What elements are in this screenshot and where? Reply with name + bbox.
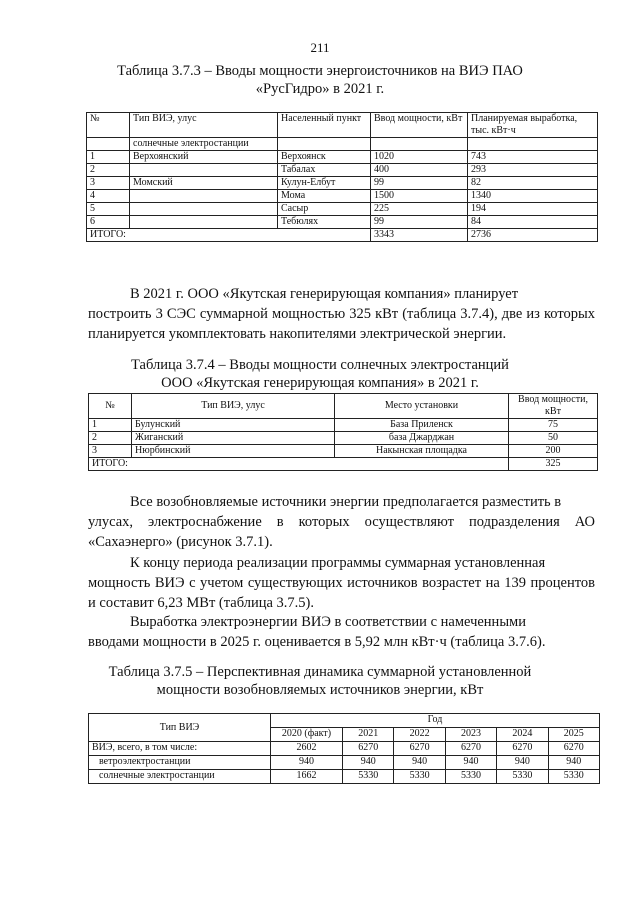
year-cell: 2020 (факт) xyxy=(271,728,343,742)
year-cell: 2024 xyxy=(497,728,548,742)
row-label: ветроэлектростанции xyxy=(89,756,271,770)
header-number: № xyxy=(87,113,130,138)
cell: 6270 xyxy=(394,742,445,756)
total-label: ИТОГО: xyxy=(89,458,509,471)
row-label: ВИЭ, всего, в том числе: xyxy=(89,742,271,756)
cell: Тебюлях xyxy=(278,216,371,229)
table-374-title xyxy=(40,356,600,392)
cell: Накынская площадка xyxy=(335,445,509,458)
cell: 1340 xyxy=(468,190,598,203)
cell: 1 xyxy=(89,419,132,432)
cell: 225 xyxy=(371,203,468,216)
paragraph-3-rest: мощность ВИЭ с учетом существующих источников возрастет на 139 процентов и составит 6,23 МВт (таблица 3.7.5). xyxy=(88,575,595,611)
cell: 5330 xyxy=(394,770,445,784)
cell: 940 xyxy=(445,756,496,770)
cell: Мома xyxy=(278,190,371,203)
cell: Кулун-Елбут xyxy=(278,177,371,190)
table-row xyxy=(87,151,598,164)
cell: Верхоянский xyxy=(130,151,278,164)
cell: 6270 xyxy=(548,742,599,756)
table-row xyxy=(89,419,598,432)
cell: 2 xyxy=(87,164,130,177)
cell: 99 xyxy=(371,216,468,229)
table-row xyxy=(89,756,600,770)
table-total-row xyxy=(87,229,598,242)
cell: 1 xyxy=(87,151,130,164)
paragraph-4 xyxy=(88,612,595,652)
cell: Булунский xyxy=(132,419,335,432)
table-row xyxy=(89,445,598,458)
cell: 75 xyxy=(509,419,598,432)
table-total-row xyxy=(89,458,598,471)
table-row xyxy=(87,203,598,216)
paragraph-2-line1: Все возобновляемые источники энергии предполагается разместить в xyxy=(130,494,562,510)
cell: 82 xyxy=(468,177,598,190)
cell: 940 xyxy=(271,756,343,770)
cell: 940 xyxy=(343,756,394,770)
cell: 84 xyxy=(468,216,598,229)
year-cell: 2023 xyxy=(445,728,496,742)
paragraph-1-line1: В 2021 г. ООО «Якутская генерирующая компания» планирует xyxy=(130,286,519,302)
cell: 940 xyxy=(548,756,599,770)
header-type: Тип ВИЭ, улус xyxy=(132,394,335,419)
paragraph-2-rest: улусах, электроснабжение в которых осуществляют подразделения АО «Сахаэнерго» (рисунок 3.7.1). xyxy=(88,514,595,550)
paragraph-1-rest: построить 3 СЭС суммарной мощностью 325 кВт (таблица 3.7.4), две из которых планируется укомплектовать накопителями электрической энергии. xyxy=(88,306,595,342)
cell: Верхоянск xyxy=(278,151,371,164)
cell: 1020 xyxy=(371,151,468,164)
cell: 3 xyxy=(89,445,132,458)
header-power: Ввод мощности, кВт xyxy=(509,394,598,419)
paragraph-4-rest: вводами мощности в 2025 г. оценивается в 5,92 млн кВт·ч (таблица 3.7.6). xyxy=(88,634,546,650)
total-value: 325 xyxy=(509,458,598,471)
cell: 194 xyxy=(468,203,598,216)
table-375-title-line1: Таблица 3.7.5 – Перспективная динамика суммарной установленной xyxy=(108,664,532,680)
cell: Табалах xyxy=(278,164,371,177)
cell: 5330 xyxy=(548,770,599,784)
cell: 6270 xyxy=(445,742,496,756)
table-row xyxy=(89,770,600,784)
table-row xyxy=(87,177,598,190)
table-374-title-line1: Таблица 3.7.4 – Вводы мощности солнечных электростанций xyxy=(131,357,509,373)
paragraph-2 xyxy=(88,492,595,552)
table-row xyxy=(89,742,600,756)
table-row xyxy=(87,164,598,177)
year-cell: 2025 xyxy=(548,728,599,742)
header-location: Место установки xyxy=(335,394,509,419)
cell: Жиганский xyxy=(132,432,335,445)
total-power: 3343 xyxy=(371,229,468,242)
table-row xyxy=(87,216,598,229)
page-number: 211 xyxy=(310,40,330,55)
header-type: Тип ВИЭ xyxy=(89,714,271,742)
cell: 6270 xyxy=(343,742,394,756)
cell: 5330 xyxy=(343,770,394,784)
cell: Сасыр xyxy=(278,203,371,216)
cell: Нюрбинский xyxy=(132,445,335,458)
cell: 6270 xyxy=(497,742,548,756)
header-output: Планируемая выработка, тыс. кВт·ч xyxy=(468,113,598,138)
year-cell: 2021 xyxy=(343,728,394,742)
cell: 3 xyxy=(87,177,130,190)
table-375-title-line2: мощности возобновляемых источников энергии, кВт xyxy=(156,682,484,698)
cell xyxy=(130,216,278,229)
section-label: солнечные электростанции xyxy=(130,138,278,151)
cell: 50 xyxy=(509,432,598,445)
header-settlement: Населенный пункт xyxy=(278,113,371,138)
table-373-title-line2: «РусГидро» в 2021 г. xyxy=(255,81,385,97)
paragraph-3 xyxy=(88,553,595,613)
table-row xyxy=(89,432,598,445)
header-power: Ввод мощности, кВт xyxy=(371,113,468,138)
year-cell: 2022 xyxy=(394,728,445,742)
cell: база Джарджан xyxy=(335,432,509,445)
cell xyxy=(130,190,278,203)
table-row xyxy=(87,190,598,203)
cell: 5330 xyxy=(445,770,496,784)
table-375 xyxy=(88,713,600,784)
cell: 2 xyxy=(89,432,132,445)
cell xyxy=(130,164,278,177)
cell: 5330 xyxy=(497,770,548,784)
cell: Момский xyxy=(130,177,278,190)
header-type: Тип ВИЭ, улус xyxy=(130,113,278,138)
table-373-title-line1: Таблица 3.7.3 – Вводы мощности энергоисточников на ВИЭ ПАО xyxy=(117,63,523,79)
table-header-row xyxy=(89,394,598,419)
cell: 6 xyxy=(87,216,130,229)
cell xyxy=(130,203,278,216)
paragraph-3-line1: К концу периода реализации программы суммарная установленная xyxy=(130,555,546,571)
table-section-row xyxy=(87,138,598,151)
total-label: ИТОГО: xyxy=(87,229,371,242)
paragraph-4-line1: Выработка электроэнергии ВИЭ в соответствии с намеченными xyxy=(130,614,526,630)
cell: 1500 xyxy=(371,190,468,203)
cell: 1662 xyxy=(271,770,343,784)
table-374 xyxy=(88,393,598,471)
table-375-title xyxy=(40,663,600,699)
table-373-title xyxy=(40,62,600,98)
cell: 4 xyxy=(87,190,130,203)
table-header-row xyxy=(89,714,600,728)
cell: 940 xyxy=(394,756,445,770)
cell: 743 xyxy=(468,151,598,164)
cell: 200 xyxy=(509,445,598,458)
paragraph-1 xyxy=(88,284,595,344)
header-number: № xyxy=(89,394,132,419)
table-373 xyxy=(86,112,598,242)
table-374-title-line2: ООО «Якутская генерирующая компания» в 2021 г. xyxy=(161,375,479,391)
header-year: Год xyxy=(271,714,600,728)
table-header-row xyxy=(87,113,598,138)
cell: 400 xyxy=(371,164,468,177)
cell: 293 xyxy=(468,164,598,177)
total-output: 2736 xyxy=(468,229,598,242)
cell: 99 xyxy=(371,177,468,190)
row-label: солнечные электростанции xyxy=(89,770,271,784)
cell: 2602 xyxy=(271,742,343,756)
cell: База Приленск xyxy=(335,419,509,432)
cell: 5 xyxy=(87,203,130,216)
cell: 940 xyxy=(497,756,548,770)
